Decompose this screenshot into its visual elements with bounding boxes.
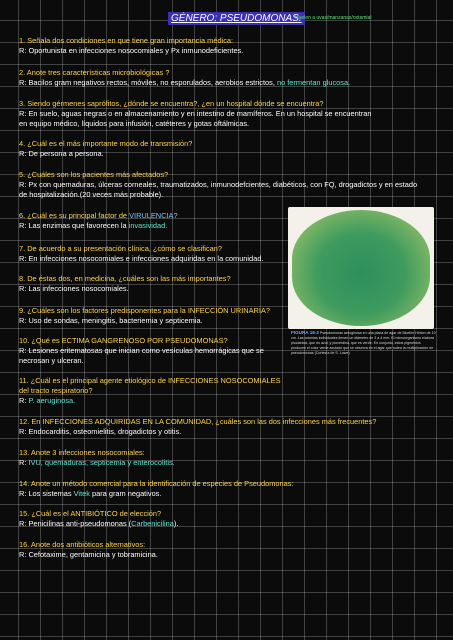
answer-tail: para gram negativos. — [92, 489, 162, 498]
answer-highlight: Vitek — [73, 489, 90, 498]
answer-line-1: R: Px con quemaduras, úlceras corneales, traumatizados, inmunodefcientes, diabéticos, con FQ, drogadictos y en estado — [19, 180, 418, 189]
figure-caption — [291, 330, 436, 356]
figure-caption-text: Pseudomonas aeruginosa en una placa de agar de Mueller Hinton de 10 cm. Las colonias individuales tienen un diámetro de 3 a 4 mm. El microorganismo elabora piocianina, que es azul, y pioverdina, que es verde. En conjunto, estos pigmentos producen el color verde azulado que se observa en el agar que rodea la multiplicación de pseudomonas (Cortesía de S. Lowe). — [291, 331, 436, 355]
question: 9. ¿Cuáles son los factores predisponentes para la INFECCIÓN URINARIA? — [19, 306, 270, 315]
answer: R: Las infecciones nosocomiales. — [19, 284, 129, 293]
answer-highlight: P. aeruginosa. — [28, 396, 76, 405]
question — [19, 211, 284, 221]
answer: R: Uso de sondas, meningitis, bacteriemia y septicemia. — [19, 316, 203, 325]
qa-item-5 — [19, 170, 437, 200]
question: 10. ¿Qué es ECTIMA GANGRENOSO POR PSEUDOMONAS? — [19, 336, 228, 345]
qa-item-2 — [19, 68, 437, 88]
question-text: 6. ¿Cuál es su principal factor de — [19, 211, 128, 220]
question: 15. ¿Cuál es el ANTIBIÓTICO de elección? — [19, 509, 162, 518]
answer-text: R: Bacilos gram negativos rectos, móviles, no esporulados, aerobios estrictos, — [19, 78, 275, 87]
petri-dish-photo — [288, 207, 434, 329]
question: 12. En INFECCIONES ADQUIRIDAS EN LA COMUNIDAD, ¿cuáles son las dos infecciones más frecuentes? — [19, 417, 377, 426]
qa-item-12 — [19, 417, 437, 437]
answer-text: R: — [19, 458, 27, 467]
question: 1. Señala dos condiciones en que tiene gran importancia médica: — [19, 36, 234, 45]
answer-tail: ). — [173, 519, 179, 528]
question: 16. Anote dos antibióticos alternativos: — [19, 540, 146, 549]
answer-line-2: de hospitalización.(20 veces más probable). — [19, 190, 164, 199]
answer-line-2: en equipo médico, líquidos para infusión, catéteres y gotas oftálmicas. — [19, 119, 250, 128]
qa-item-1 — [19, 36, 437, 56]
answer: R: Endocarditis, osteomielitis, drogadictos y otitis. — [19, 427, 182, 436]
question: 7. De acuerdo a su presentación clínica, ¿cómo se clasifican? — [19, 244, 222, 253]
title-annotation: Huelen a uvas/manzanas/oxtamial — [295, 15, 372, 21]
qa-item-16 — [19, 540, 437, 560]
answer-highlight: IVU, quemaduras, septicemia y enterocolitis. — [28, 458, 175, 467]
answer: R: De persona a persona. — [19, 149, 104, 158]
question-line-2: del tracto respiratorio? — [19, 386, 93, 395]
answer-highlight: invasividad. — [128, 221, 168, 230]
qa-item-4 — [19, 139, 437, 159]
question-highlight: VIRULENCIA? — [129, 211, 178, 220]
answer-highlight: Carbenicilina — [131, 519, 174, 528]
qa-item-7 — [19, 244, 284, 264]
qa-item-8 — [19, 274, 284, 294]
answer: R: En infecciones nosocomiales e infecciones adquiridas en la comunidad. — [19, 254, 264, 263]
qa-item-10 — [19, 336, 284, 366]
question: 14. Anote un método comercial para la identificación de especies de Pseudomonas: — [19, 479, 294, 488]
question: 8. De éstas dos, en medicina, ¿cuáles son las más importantes? — [19, 274, 231, 283]
answer-line-2: necrosan y ulceran. — [19, 356, 84, 365]
question: 5. ¿Cuáles son los pacientes más afectados? — [19, 170, 169, 179]
answer — [19, 489, 437, 499]
question: 2. Anote tres características microbiológicas ? — [19, 68, 170, 77]
question-line-1: 11. ¿Cuál es el principal agente etiológico de INFECCIONES NOSOCOMIALES — [19, 376, 281, 385]
answer — [19, 458, 437, 468]
qa-item-6 — [19, 211, 284, 231]
question: 13. Anote 3 infecciones nosocomiales: — [19, 448, 145, 457]
qa-item-14 — [19, 479, 437, 499]
answer: R: Cefotaxime, gentamicina y tobramicina. — [19, 550, 158, 559]
answer-text: R: Los sistemas — [19, 489, 72, 498]
answer — [19, 519, 437, 529]
qa-item-3 — [19, 99, 437, 129]
question: 3. Siendo gérmenes saprófitos, ¿dónde se encuentra?, ¿en un hospital dónde se encuentra? — [19, 99, 324, 108]
answer-highlight: no fermentan glucosa. — [276, 78, 351, 87]
answer — [19, 78, 437, 88]
figure-label: FIGURA 16-2 — [291, 330, 319, 335]
answer-text: R: Penicilinas anti-pseudomonas ( — [19, 519, 132, 528]
question: 4. ¿Cuál es el más importante modo de transmisión? — [19, 139, 193, 148]
agar-plate-image — [292, 210, 430, 326]
answer-line-1: R: Lesiones eritematosas que inician como vesículas hemorrágicas que se — [19, 346, 264, 355]
page-title: GÉNERO: PSEUDOMONAS. — [168, 12, 305, 25]
qa-item-11 — [19, 376, 284, 406]
answer: R: Oportunista en infecciones nosocomiales y Px inmunodeficientes. — [19, 46, 244, 55]
answer-line-1: R: En suelo, aguas negras o en almacenamiento y en intestino de mamíferos. En un hospital se encuentran — [19, 109, 372, 118]
qa-item-9 — [19, 306, 284, 326]
answer-text: R: Las enzimas que favorecen la — [19, 221, 127, 230]
answer-text: R: — [19, 396, 27, 405]
answer — [19, 396, 284, 406]
qa-item-15 — [19, 509, 437, 529]
answer — [19, 221, 284, 231]
qa-item-13 — [19, 448, 437, 468]
